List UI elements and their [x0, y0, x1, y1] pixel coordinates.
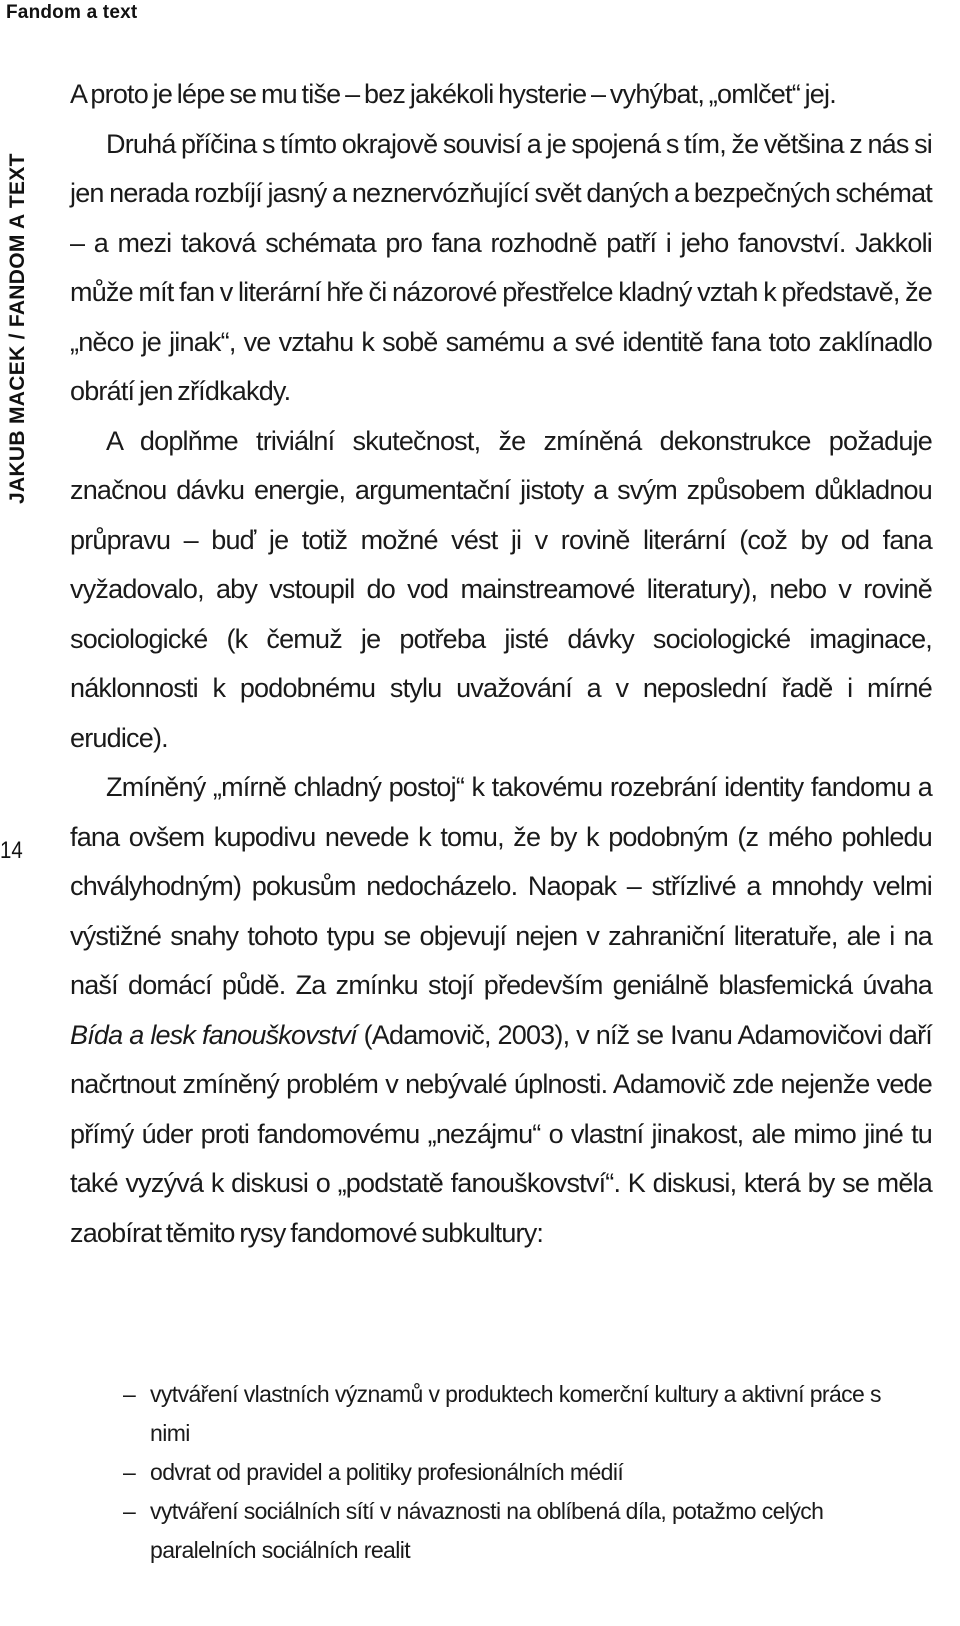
list-dash: –	[123, 1381, 136, 1407]
running-header: Fandom a text	[6, 2, 138, 23]
cited-work-title: Bída a lesk fanouškovství	[70, 1019, 357, 1050]
list-item-text: odvrat od pravidel a politiky profesionálních médií	[150, 1459, 624, 1485]
list-dash: –	[123, 1459, 136, 1485]
list-item	[123, 1453, 923, 1492]
list-item	[123, 1375, 923, 1453]
paragraph-4	[70, 763, 932, 1258]
article-body	[70, 70, 932, 1258]
vertical-running-title	[0, 64, 30, 504]
list-item-text: vytváření sociálních sítí v návaznosti na oblíbená díla, potažmo celých paralelních sociálních realit	[150, 1498, 824, 1563]
list-item-text: vytváření vlastních významů v produktech komerční kultury a aktivní práce s nimi	[150, 1381, 881, 1446]
trait-list	[123, 1375, 923, 1570]
page-number: 14	[0, 837, 23, 864]
paragraph-1: A proto je lépe se mu tiše – bez jakékoli hysterie – vyhýbat, „omlčet“ jej.	[70, 79, 836, 109]
paragraph-4-text-end: (Adamovič, 2003), v níž se Ivanu Adamovičovi daří načrtnout zmíněný problém v nebývalé úplnosti. Adamovič zde nejenže vede přímý úder proti fandomovému „nezájmu“ o vlastní jinakost, ale mimo jiné tu také vyzývá k diskusi o „podstatě fanouškovství“. K diskusi, která by se měla zaobírat těmito rysy fandomové subkultury:	[70, 1019, 932, 1248]
list-item	[123, 1492, 923, 1570]
list-dash: –	[123, 1498, 136, 1524]
paragraph-2: Druhá příčina s tímto okrajově souvisí a je spojená s tím, že většina z nás si jen nerada rozbíjí jasný a neznervózňující svět daných a bezpečných schémat – a mezi taková schémata pro fana rozhodně patří i jeho fanovství. Jakkoli může mít fan v literární hře či názorové přestřelce kladný vztah k představě, že „něco je jinak“, ve vztahu k sobě samému a své identitě fana toto zaklínadlo obrátí jen zřídkakdy.	[70, 128, 932, 406]
paragraph-3: A doplňme triviální skutečnost, že zmíněná dekonstrukce požaduje značnou dávku energie, argumentační jistoty a svým způsobem důkladnou průpravu – buď je totiž možné vést ji v rovině literární (což by od fana vyžadovalo, aby vstoupil do vod mainstreamové literatury), nebo v rovině sociologické (k čemuž je potřeba jisté dávky sociologické imaginace, náklonnosti k podobnému stylu uvažování a v neposlední řadě i mírné erudice).	[70, 425, 932, 753]
paragraph-4-text-start: Zmíněný „mírně chladný postoj“ k takovému rozebrání identity fandomu a fana ovšem kupodivu nevede k tomu, že by k podobným (z mého pohledu chvályhodným) pokusům nedocházelo. Naopak – střízlivé a mnohdy velmi výstižné snahy tohoto typu se objevují nejen v zahraniční literatuře, ale i na naší domácí půdě. Za zmínku stojí především geniálně blasfemická úvaha	[70, 772, 932, 1000]
vertical-running-title-text: JAKUB MACEK / FANDOM A TEXT	[6, 153, 29, 504]
